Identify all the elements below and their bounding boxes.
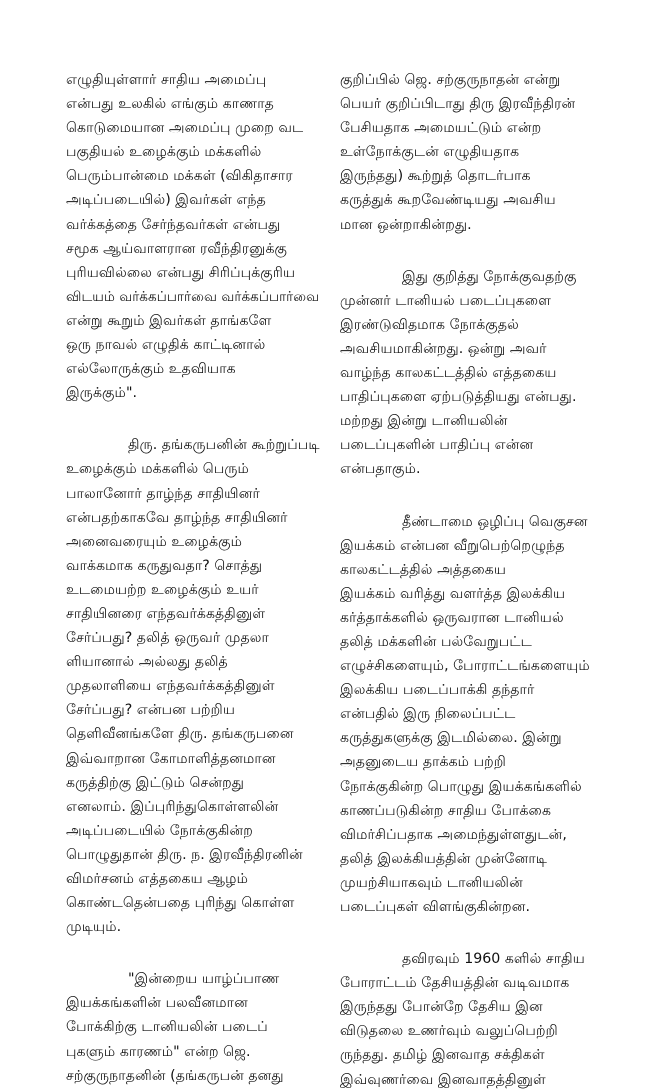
text-line: பெரும்பான்மை மக்கள் (விகிதாசார bbox=[66, 168, 293, 185]
paragraph bbox=[66, 68, 320, 405]
text-line: இது குறித்து நோக்குவதற்கு bbox=[402, 268, 577, 285]
text-line: எழுச்சிகளையும், போராட்டங்களையும் bbox=[340, 658, 590, 675]
right-column bbox=[340, 68, 600, 1092]
text-line: இவ்வுணர்வை இனவாதத்தினுள் bbox=[340, 1071, 546, 1088]
text-line: கொடுமையான அமைப்பு முறை வட bbox=[66, 120, 304, 137]
text-line: சாதியினரை எந்தவர்க்கத்தினுள் bbox=[66, 605, 266, 622]
text-line: கர்த்தாக்களில் ஒருவரான டானியல் bbox=[340, 609, 564, 626]
text-line: இரண்டுவிதமாக நோக்குதல் bbox=[340, 316, 519, 333]
text-line: காணப்படுகின்ற சாதிய போக்கை bbox=[340, 802, 552, 819]
text-line: நோக்குகின்ற பொழுது இயக்கங்களில் bbox=[340, 778, 582, 795]
text-line: விடுதலை உணர்வும் வலுப்பெற்றி bbox=[340, 1023, 558, 1040]
paragraph bbox=[340, 68, 600, 237]
paragraph bbox=[66, 967, 320, 1087]
paragraph bbox=[340, 510, 600, 920]
text-line: இவ்வாறான கோமாளித்தனமான bbox=[66, 750, 276, 767]
text-line: இயக்கம் என்பன வீறுபெற்றெழுந்த bbox=[340, 537, 565, 554]
text-line: இருந்தது போன்றே தேசிய இன bbox=[340, 999, 543, 1016]
text-line: சற்குருநாதனின் (தங்கருபன் தனது bbox=[66, 1067, 284, 1084]
text-line: ளியானால் அல்லது தலித் bbox=[66, 654, 228, 671]
text-line: என்பதாகும். bbox=[340, 461, 421, 478]
paragraph-gap bbox=[340, 482, 600, 510]
text-line: விமர்சிப்பதாக அமைந்துள்ளதுடன், bbox=[340, 826, 567, 843]
text-line: உழைக்கும் மக்களில் பெரும் bbox=[66, 461, 249, 478]
text-line: சேர்ப்பது? தலித் ஒருவர் முதலா bbox=[66, 630, 269, 647]
text-line: அனைவரையும் உழைக்கும் bbox=[66, 533, 243, 550]
text-line: தவிரவும் 1960 களில் சாதிய bbox=[402, 951, 585, 968]
text-line: சமூக ஆய்வாளரான ரவீந்திரனுக்கு bbox=[66, 240, 288, 257]
text-line: பாலானோர் தாழ்ந்த சாதியினர் bbox=[66, 485, 260, 502]
text-line: எனலாம். இப்புரிந்துகொள்ளலின் bbox=[66, 798, 279, 815]
text-line: இருந்தது) கூற்றுத் தொடர்பாக bbox=[340, 168, 531, 185]
text-line: கருத்திற்கு இட்டும் சென்றது bbox=[66, 774, 245, 791]
text-line: மற்றது இன்று டானியலின் bbox=[340, 413, 508, 430]
text-line: தலித் மக்களின் பல்வேறுபட்ட bbox=[340, 633, 532, 650]
paragraph bbox=[66, 433, 320, 939]
text-line: அவசியமாகின்றது. ஒன்று அவர் bbox=[340, 340, 547, 357]
paragraph-gap bbox=[340, 237, 600, 265]
text-line: பொழுதுதான் திரு. ந. இரவீந்திரனின் bbox=[66, 846, 303, 863]
text-line: பாதிப்புகளை ஏற்படுத்தியது என்பது. bbox=[340, 389, 577, 406]
text-line: கருத்துக் கூறவேண்டியது அவசிய bbox=[340, 192, 556, 209]
text-line: என்பதற்காகவே தாழ்ந்த சாதியினர் bbox=[66, 509, 288, 526]
text-line: வர்க்கத்தை சேர்ந்தவர்கள் என்பது bbox=[66, 216, 281, 233]
text-line: விடயம் வர்க்கப்பார்வை வர்க்கப்பார்வை bbox=[66, 288, 320, 305]
text-line: முன்னர் டானியல் படைப்புகளை bbox=[340, 292, 552, 309]
text-line: திரு. தங்கருபனின் கூற்றுப்படி bbox=[128, 437, 320, 454]
text-line: போராட்டம் தேசியத்தின் வடிவமாக bbox=[340, 975, 570, 992]
text-line: இருக்கும்". bbox=[66, 385, 137, 402]
text-line: விமர்சனம் எத்தகைய ஆழம் bbox=[66, 871, 249, 887]
text-line: முடியும். bbox=[66, 919, 122, 936]
text-line: பெயர் குறிப்பிடாது திரு இரவீந்திரன் bbox=[340, 96, 576, 113]
text-line: படைப்புகளின் பாதிப்பு என்ன bbox=[340, 437, 534, 454]
text-line: உடமையற்ற உழைக்கும் உயர் bbox=[66, 581, 259, 598]
paragraph-gap bbox=[66, 939, 320, 967]
text-line: சேர்ப்பது? என்பன பற்றிய bbox=[66, 702, 236, 719]
text-line: புகளும் காரணம்" என்ற ஜெ. bbox=[66, 1043, 251, 1060]
text-line: இயக்கம் வரித்து வளர்த்த இலக்கிய bbox=[340, 585, 566, 602]
text-line: புரியவில்லை என்பது சிரிப்புக்குரிய bbox=[66, 264, 296, 281]
paragraph-gap bbox=[66, 405, 320, 433]
text-line: தீண்டாமை ஒழிப்பு வெகுசன bbox=[402, 513, 588, 530]
text-line: குறிப்பில் ஜெ. சற்குருநாதன் என்று bbox=[340, 72, 561, 88]
text-line: ருந்தது. தமிழ் இனவாத சக்திகள் bbox=[340, 1047, 545, 1064]
text-line: பேசியதாக அமையட்டும் என்ற bbox=[340, 120, 542, 137]
text-line: என்று கூறும் இவர்கள் தாங்களே bbox=[66, 312, 272, 329]
text-line: தலித் இலக்கியத்தின் முன்னோடி bbox=[340, 850, 548, 867]
text-line: என்பது உலகில் எங்கும் காணாத bbox=[66, 96, 274, 113]
text-line: கருத்துகளுக்கு இடமில்லை. இன்று bbox=[340, 730, 562, 747]
paragraph bbox=[340, 947, 600, 1092]
text-line: அடிப்படையில் நோக்குகின்ற bbox=[66, 822, 253, 839]
text-line: உள்நோக்குடன் எழுதியதாக bbox=[340, 144, 520, 161]
text-line: பகுதியல் உழைக்கும் மக்களில் bbox=[66, 144, 262, 161]
text-line: கொண்டதென்பதை புரிந்து கொள்ள bbox=[66, 895, 295, 912]
paragraph-gap bbox=[340, 919, 600, 947]
text-line: "இன்றைய யாழ்ப்பாண bbox=[128, 971, 280, 988]
text-line: என்பதில் இரு நிலைப்பட்ட bbox=[340, 706, 516, 723]
text-line: வாக்கமாக கருதுவதா? சொத்து bbox=[66, 557, 263, 574]
text-line: எல்லோருக்கும் உதவியாக bbox=[66, 361, 236, 378]
text-line: அடிப்படையில்) இவர்கள் எந்த bbox=[66, 192, 266, 209]
text-line: ஒரு நாவல் எழுதிக் காட்டினால் bbox=[66, 337, 266, 354]
text-line: மான ஒன்றாகின்றது. bbox=[340, 216, 472, 233]
text-line: காலகட்டத்தில் அத்தகைய bbox=[340, 561, 506, 578]
text-line: முயற்சியாகவும் டானியலின் bbox=[340, 874, 523, 891]
text-line: முதலாளியை எந்தவர்க்கத்தினுள் bbox=[66, 678, 275, 695]
paragraph bbox=[340, 265, 600, 482]
text-line: வாழ்ந்த காலகட்டத்தில் எத்தகைய bbox=[340, 365, 557, 382]
text-line: படைப்புகள் விளங்குகின்றன. bbox=[340, 899, 530, 915]
text-line: தெளிவீனங்களே திரு. தங்கருபனை bbox=[66, 726, 294, 743]
text-line: இலக்கிய படைப்பாக்கி தந்தார் bbox=[340, 682, 535, 699]
left-column bbox=[66, 68, 320, 1088]
text-line: அதனுடைய தாக்கம் பற்றி bbox=[340, 754, 507, 771]
text-line: போக்கிற்கு டானியலின் படைப் bbox=[66, 1019, 268, 1036]
text-line: இயக்கங்களின் பலவீனமான bbox=[66, 995, 248, 1012]
text-line: எழுதியுள்ளார் சாதிய அமைப்பு bbox=[66, 72, 267, 88]
